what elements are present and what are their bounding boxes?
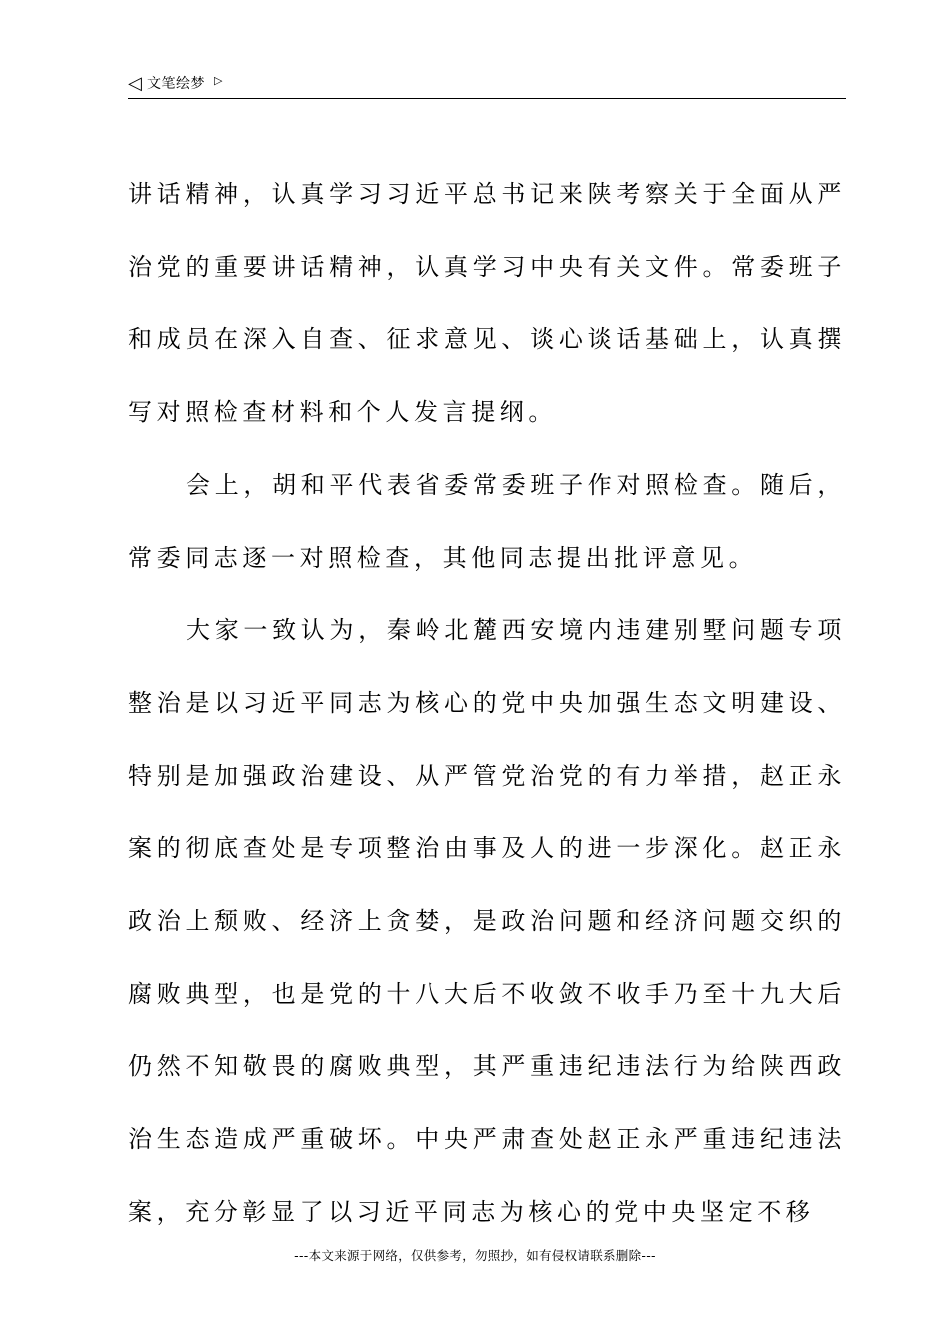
page-header — [128, 72, 846, 99]
footer-notice: ---本文来源于网络，仅供参考，勿照抄，如有侵权请联系删除--- — [294, 1248, 656, 1263]
paragraph-3: 大家一致认为，秦岭北麓西安境内违建别墅问题专项整治是以习近平同志为核心的党中央加强生态文明建设、特别是加强政治建设、从严管党治党的有力举措，赵正永案的彻底查处是专项整治由事及人的进一步深化。赵正永政治上颓败、经济上贪婪，是政治问题和经济问题交织的腐败典型，也是党的十八大后不收敛不收手乃至十九大后仍然不知敬畏的腐败典型，其严重违纪违法行为给陕西政治生态造成严重破坏。中央严肃查处赵正永严重违纪违法案，充分彰显了以习近平同志为核心的党中央坚定不移 — [128, 616, 846, 1226]
document-body — [128, 158, 846, 1249]
paragraph-1: 讲话精神，认真学习习近平总书记来陕考察关于全面从严治党的重要讲话精神，认真学习中央有关文件。常委班子和成员在深入自查、征求意见、谈心谈话基础上，认真撰写对照检查材料和个人发言提纲。 — [128, 180, 846, 427]
right-triangle-icon: ▷ — [214, 74, 223, 87]
header-title: 文笔绘梦 — [147, 76, 205, 92]
left-triangle-icon: ◁ — [128, 73, 142, 94]
paragraph-2: 会上，胡和平代表省委常委班子作对照检查。随后，常委同志逐一对照检查，其他同志提出批评意见。 — [128, 470, 846, 572]
